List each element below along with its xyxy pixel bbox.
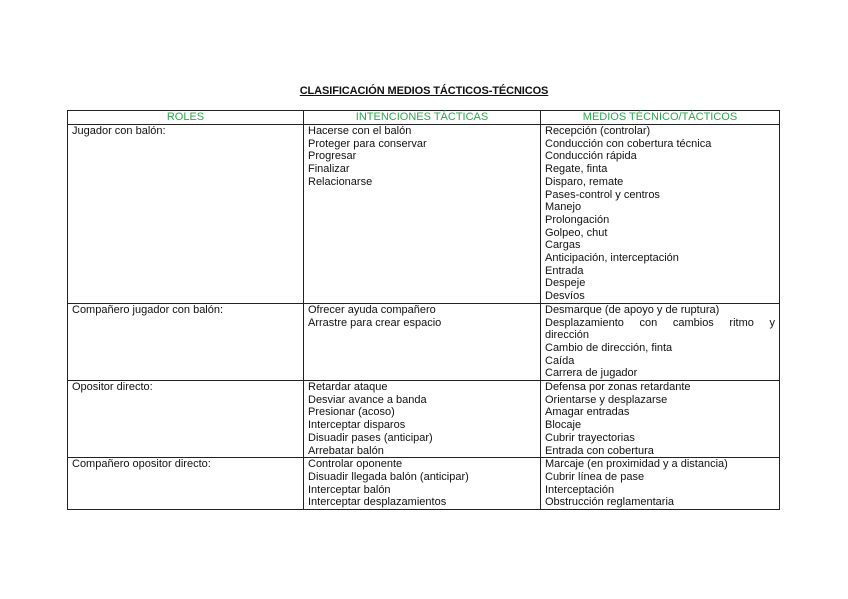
intencion-item: Interceptar balón (308, 483, 391, 496)
intencion-item: Hacerse con el balón (308, 125, 412, 137)
intencion-item: Ofrecer ayuda compañero (308, 303, 436, 316)
medio-item: Cargas (545, 239, 581, 252)
medio-item: Desmarque (de apoyo y de ruptura) (545, 303, 720, 316)
intencion-item: Interceptar desplazamientos (308, 496, 447, 509)
medio-item: Amagar entradas (545, 406, 630, 419)
role-label: Jugador con balón: (72, 125, 166, 137)
role-label: Opositor directo: (72, 381, 153, 394)
intenciones-cell (304, 381, 541, 458)
role-label: Compañero opositor directo: (72, 458, 211, 471)
medio-item: Caída (545, 354, 575, 367)
header-intenciones: INTENCIONES TÁCTICAS (304, 111, 541, 125)
intencion-item: Arrebatar balón (308, 444, 384, 457)
medio-item: Conducción con cobertura técnica (545, 137, 712, 150)
medio-item: Regate, finta (545, 163, 608, 176)
medio-item: Entrada con cobertura (545, 444, 654, 457)
role-label: Compañero jugador con balón: (72, 303, 224, 316)
medio-item: Cambio de dirección, finta (545, 341, 673, 354)
medio-item: Desvíos (545, 290, 585, 303)
classification-table (67, 110, 780, 510)
role-cell (68, 125, 304, 304)
table-row (68, 303, 780, 380)
medio-item: Orientarse y desplazarse (545, 393, 668, 406)
medio-item: Entrada (545, 264, 584, 277)
medio-item: Recepción (controlar) (545, 125, 651, 137)
header-roles: ROLES (68, 111, 304, 125)
table-row (68, 458, 780, 510)
intencion-item: Retardar ataque (308, 381, 388, 394)
intencion-item: Progresar (308, 150, 357, 163)
intencion-item: Desviar avance a banda (308, 393, 427, 406)
medio-item: Cubrir línea de pase (545, 470, 645, 483)
page-title: CLASIFICACIÓN MEDIOS TÁCTICOS-TÉCNICOS (299, 85, 549, 97)
header-medios: MEDIOS TÉCNICO/TÁCTICOS (541, 111, 780, 125)
medios-cell (541, 381, 780, 458)
intencion-item: Controlar oponente (308, 458, 403, 471)
medios-cell (541, 458, 780, 510)
intenciones-cell (304, 125, 541, 304)
intencion-item: Disuadir pases (anticipar) (308, 431, 433, 444)
medio-item: Obstrucción reglamentaria (545, 496, 675, 509)
intencion-item: Disuadir llegada balón (anticipar) (308, 470, 469, 483)
table-row (68, 381, 780, 458)
medio-item: Conducción rápida (545, 150, 637, 163)
intencion-item: Arrastre para crear espacio (308, 316, 442, 329)
intencion-item: Presionar (acoso) (308, 406, 395, 419)
medio-item: Defensa por zonas retardante (545, 381, 691, 394)
medio-item: Disparo, remate (545, 175, 624, 188)
medio-item: Pases-control y centros (545, 188, 660, 201)
intenciones-cell (304, 458, 541, 510)
table-header-row (68, 111, 780, 125)
medio-item: Cubrir trayectorias (545, 431, 635, 444)
role-cell (68, 381, 304, 458)
medio-item: Desplazamiento con cambios ritmo y (545, 316, 775, 329)
medio-item: Blocaje (545, 419, 582, 432)
medio-item: Despeje (545, 277, 586, 290)
medios-cell (541, 303, 780, 380)
intencion-item: Relacionarse (308, 175, 373, 188)
medio-item: Interceptación (545, 483, 615, 496)
medio-item: Manejo (545, 201, 582, 214)
intenciones-cell (304, 303, 541, 380)
medios-cell (541, 125, 780, 304)
intencion-item: Proteger para conservar (308, 137, 427, 150)
medio-item: Golpeo, chut (545, 226, 608, 239)
table-row (68, 125, 780, 304)
intencion-item: Finalizar (308, 163, 350, 176)
intencion-item: Interceptar disparos (308, 419, 406, 432)
role-cell (68, 458, 304, 510)
medio-item: Prolongación (545, 213, 610, 226)
medio-item: Marcaje (en proximidad y a distancia) (545, 458, 728, 471)
medio-item: dirección (545, 329, 590, 342)
medio-item: Anticipación, interceptación (545, 252, 679, 265)
medio-item: Carrera de jugador (545, 367, 638, 380)
role-cell (68, 303, 304, 380)
